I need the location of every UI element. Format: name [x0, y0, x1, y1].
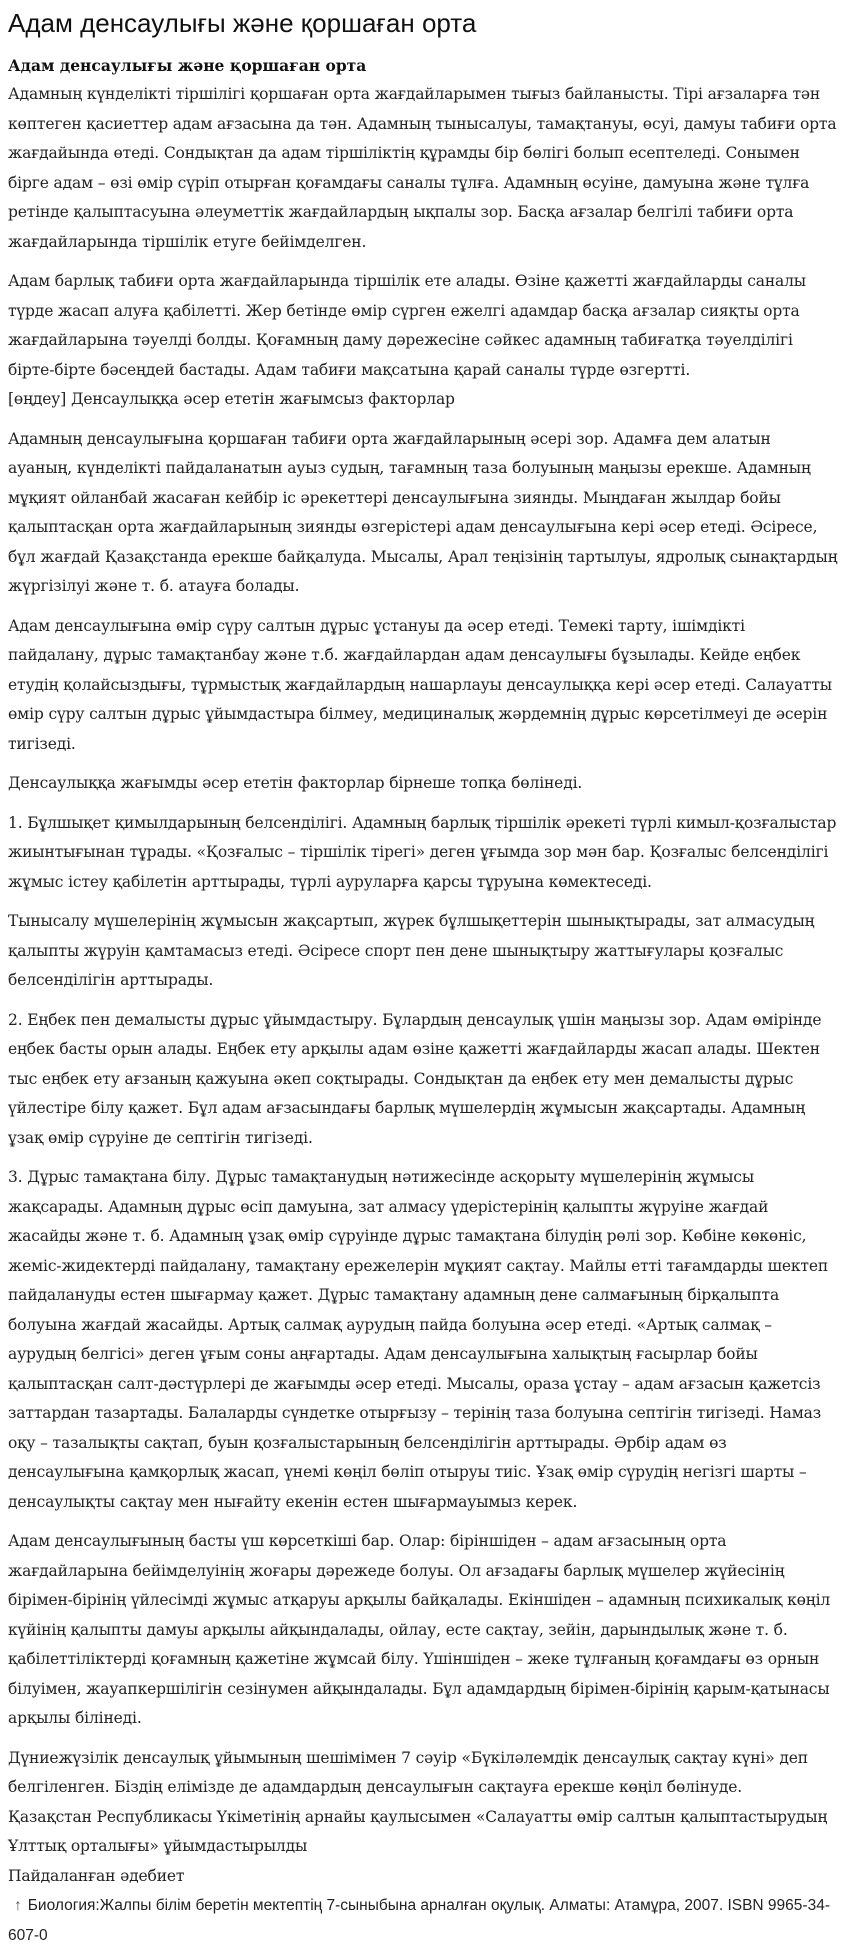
article-subtitle: Адам денсаулығы және қоршаған орта [8, 56, 367, 75]
intro-paragraph-2: Адам барлық табиғи орта жағдайларында тіршілік ете алады. Өзіне қажетті жағдайларды саналы түрде жасап алуға қабілетті. Жер бетінде өмір сүрген ежелгі адамдар басқа ағзалар сияқты орта жағдайларына тәуелді болды. Қоғамның даму дәрежесіне сәйкес адамның табиғатқа тәуелділігі бірте-бірте бәсеңдей бастады. Адам табиғи мақсатына қарай саналы түрде өзгертті. [8, 272, 806, 379]
closing-note: Қазақстан Республикасы Үкіметінің арнайы қаулысымен «Салауатты өмір салтын қалыптастырудың Ұлттық орталығы» ұйымдастырылды [8, 1807, 828, 1855]
reference-text: Биология:Жалпы білім беретін мектептің 7-сыныбына арналған оқулық. Алматы: Атамұра, 2007. ISBN 9965-34-607-0 [8, 1897, 830, 1944]
body-paragraph-6: 2. Еңбек пен демалысты дұрыс ұйымдастыру. Бұлардың денсаулық үшін маңызы зор. Адам өмірінде еңбек басты орын алады. Еңбек ету арқылы адам өзіне қажетті жағдайларды жасап алады. Шектен тыс еңбек ету ағзаның қажуына әкеп соқтырады. Сондықтан да еңбек ету мен демалысты дұрыс үйлестіре білу қажет. Бұл адам ағзасындағы барлық мүшелердің жұмысын жақсартады. Адамның ұзақ өмір сүруіне де септігін тигізеді. [8, 1010, 822, 1147]
page-title: Адам денсаулығы және қоршаған орта [8, 8, 477, 38]
reference-backlink-icon[interactable]: ↑ [14, 1897, 22, 1914]
body-paragraph-2: Адам денсаулығына өмір сүру салтын дұрыс ұстануы да әсер етеді. Темекі тарту, ішімдікті пайдалану, дұрыс тамақтанбау және т.б. жағдайлардан адам денсаулығы бұзылады. Кейде еңбек етудің қолайсыздығы, тұрмыстық жағдайлардың нашарлауы денсаулыққа кері әсер етеді. Салауатты өмір сүру салтын дұрыс ұйымдастыра білмеу, медициналық жәрдемнің дұрыс көрсетілмеуі де әсерін тигізеді. [8, 616, 832, 753]
intro-paragraph-1: Адамның күнделікті тіршілігі қоршаған орта жағдайларымен тығыз байланысты. Тірі ағзаларға тән көптеген қасиеттер адам ағзасына да тән. Адамның тынысалуы, тамақтануы, өсуі, дамуы табиғи орта жағдайында өтеді. Сондықтан да адам тіршіліктің құрамды бір бөлігі болып есептеледі. Сонымен бірге адам – өзі өмір сүріп отырған қоғамдағы саналы тұлға. Адамның өсуіне, дамуына және тұлға ретінде қалыптасуына әлеуметтік жағдайлардың ықпалы зор. Басқа ағзалар белгілі табиғи орта жағдайларында тіршілік етуге бейімделген. [8, 85, 837, 251]
edit-section-link[interactable]: [өңдеу] [8, 390, 67, 408]
body-paragraph-5: Тынысалу мүшелерінің жұмысын жақсартып, жүрек бұлшықеттерін шынықтырады, зат алмасудың қалыпты жүруін қамтамасыз етеді. Әсіресе спорт пен дене шынықтыру жаттығулары қозғалыс белсенділігін арттырады. [8, 912, 815, 989]
closing-paragraph: Дүниежүзілік денсаулық ұйымының шешімімен 7 сәуір «Бүкіләлемдік денсаулық сақтау күні» деп белгіленген. Біздің елімізде де адамдардың денсаулығын сақтауға ерекше көңіл бөлінуде. [8, 1748, 808, 1796]
references-heading: Пайдаланған әдебиет [8, 1866, 185, 1885]
body-paragraph-1: Адамның денсаулығына қоршаған табиғи орта жағдайларының әсері зор. Адамға дем алатын ауаның, күнделікті пайдаланатын ауыз судың, тағамның таза болуының маңызы ерекше. Адамның мұқият ойланбай жасаған кейбір іс әрекеттері денсаулығына зиянды. Мыңдаған жылдар бойы қалыптасқан орта жағдайларының зиянды өзгерістері адам денсаулығына кері әсер етеді. Әсіресе, бұл жағдай Қазақстанда ерекше байқалуда. Мысалы, Арал теңізінің тартылуы, ядролық сынақтардың жүргізілуі және т. б. атауға болады. [8, 429, 838, 595]
body-paragraph-8: Адам денсаулығының басты үш көрсеткіші бар. Олар: біріншіден – адам ағзасының орта жағдайларына бейімделуінің жоғары дәрежеде болуы. Ол ағзадағы барлық мүшелер жүйесінің бірімен-бірінің үйлесімді жұмыс атқаруы арқылы байқалады. Екіншіден – адамның психикалық көңіл күйінің қалыпты дамуы арқылы айқындалады, ойлау, есте сақтау, зейін, дарындылық және т. б. қабілеттіліктерді қоғамның қажетіне жұмсай білу. Үшіншіден – жеке тұлғаның қоғамдағы өз орнын білуімен, жауапкершілігін сезінумен айқындалады. Бұл адамдардың бірімен-бірінің қарым-қатынасы арқылы білінеді. [8, 1532, 831, 1727]
body-paragraph-4: 1. Бұлшықет қимылдарының белсенділігі. Адамның барлық тіршілік әрекеті түрлі кимыл-қозғалыстар жиынтығынан тұрады. «Қозғалыс – тіршілік тірегі» деген ұғымда зор мән бар. Қозғалыс белсенділігі жұмыс істеу қабілетін арттырады, түрлі ауруларға қарсы тұруына көмектеседі. [8, 813, 837, 891]
body-paragraph-3: Денсаулыққа жағымды әсер ететін факторлар бірнеше топқа бөлінеді. [8, 774, 583, 792]
section-heading [8, 385, 839, 415]
reference-item [8, 1891, 839, 1950]
section-heading-title: Денсаулыққа әсер ететін жағымсыз факторлар [70, 390, 455, 408]
body-paragraph-7: 3. Дұрыс тамақтана білу. Дұрыс тамақтанудың нәтижесінде асқорыту мүшелерінің жұмысы жақсарады. Адамның дұрыс өсіп дамуына, зат алмасу үдерістерінің қалыпты жүруіне жағдай жасайды және т. б. Адамның ұзақ өмір сүруінде дұрыс тамақтана білудің рөлі зор. Көбіне көкөніс, жеміс-жидектерді пайдалану, тамақтану ережелерін мұқият сақтау. Майлы етті тағамдарды шектеп пайдалануды естен шығармау қажет. Дұрыс тамақтану адамның дене салмағының бірқалыпта болуына жағдай жасайды. Артық салмақ аурудың пайда болуына әсер етеді. «Артық салмақ – аурудың белгісі» деген ұғым соны аңғартады. Адам денсаулығына халықтың ғасырлар бойы қалыптасқан салт-дәстүрлері де жағымды әсер етеді. Мысалы, ораза ұстау – адам ағзасын қажетсіз заттардан тазартады. Балаларды сүндетке отырғызу – терінің таза болуына септігін тигізеді. Намаз оқу – тазалықты сақтап, буын қозғалыстарының белсенділігін арттырады. Әрбір адам өз денсаулығына қамқорлық жасап, үнемі көңіл бөліп отыруы тиіс. Ұзақ өмір сүрудің негізгі шарты – денсаулықты сақтау мен нығайту екенін естен шығармауымыз керек. [8, 1168, 829, 1511]
